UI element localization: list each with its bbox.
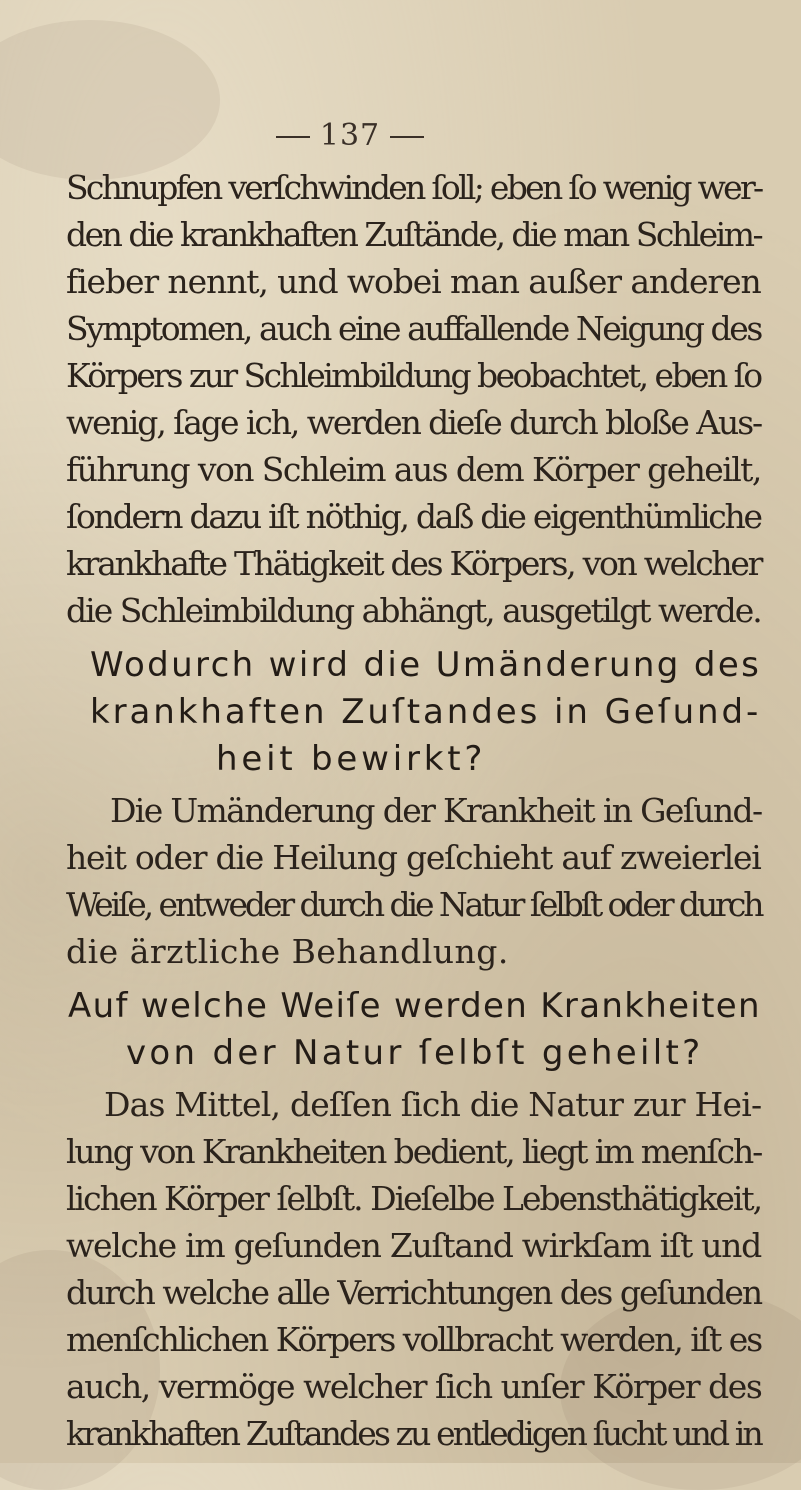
text-line: lichen Körper ſelbſt. Dieſelbe Lebensthätigkeit, [66,1179,762,1218]
text-line: Die Umänderung der Krankheit in Geſund- [110,791,762,830]
left-dash [276,136,310,138]
text-line: ſondern dazu iſt nöthig, daß die eigenthümliche [66,497,761,536]
text-line: den die krankhaften Zuſtände, die man Schleim- [66,215,762,254]
text-line: die Schleimbildung abhängt, ausgetilgt werde. [66,591,761,630]
text-line: menſchlichen Körpers vollbracht werden, iſt es [66,1320,762,1359]
text-line: lung von Krankheiten bedient, liegt im menſch- [66,1132,762,1171]
text-line: die ärztliche Behandlung. [66,932,509,971]
text-line: Schnupfen verſchwinden ſoll; eben ſo wenig wer- [66,168,762,207]
text-line: Weiſe, entweder durch die Natur ſelbſt oder durch [66,885,762,924]
text-line: wenig, ſage ich, werden dieſe durch bloße Aus- [66,403,762,442]
section-heading-line: Auf welche Weiſe werden Krankheiten [68,986,761,1026]
text-line: auch, vermöge welcher ſich unſer Körper des [66,1367,762,1406]
paper-stain [0,20,220,180]
section-heading-line: Wodurch wird die Umänderung des [90,645,762,685]
text-line: krankhafte Thätigkeit des Körpers, von welcher [66,544,762,583]
section-heading-line: von der Natur ſelbſt geheilt? [126,1033,704,1073]
right-dash [390,136,424,138]
text-line: durch welche alle Verrichtungen des geſunden [66,1273,762,1312]
text-line: fieber nennt, und wobei man außer anderen [66,262,761,301]
text-line: führung von Schleim aus dem Körper geheilt, [66,450,761,489]
text-line: Symptomen, auch eine auffallende Neigung des [66,309,761,348]
text-line: welche im geſunden Zuſtand wirkſam iſt und [66,1226,761,1265]
text-line: Das Mittel, deſſen ſich die Natur zur Hei- [104,1085,762,1124]
text-line: Körpers zur Schleimbildung beobachtet, eben ſo [66,356,761,395]
text-line: krankhaften Zuſtandes zu entledigen ſucht und in [66,1414,761,1453]
page-number [0,118,700,153]
page-number-value: 137 [319,118,381,153]
section-heading-line: krankhaften Zuſtandes in Geſund- [90,692,762,732]
section-heading-line: heit bewirkt? [216,739,487,779]
text-line: heit oder die Heilung geſchieht auf zweierlei [66,838,761,877]
